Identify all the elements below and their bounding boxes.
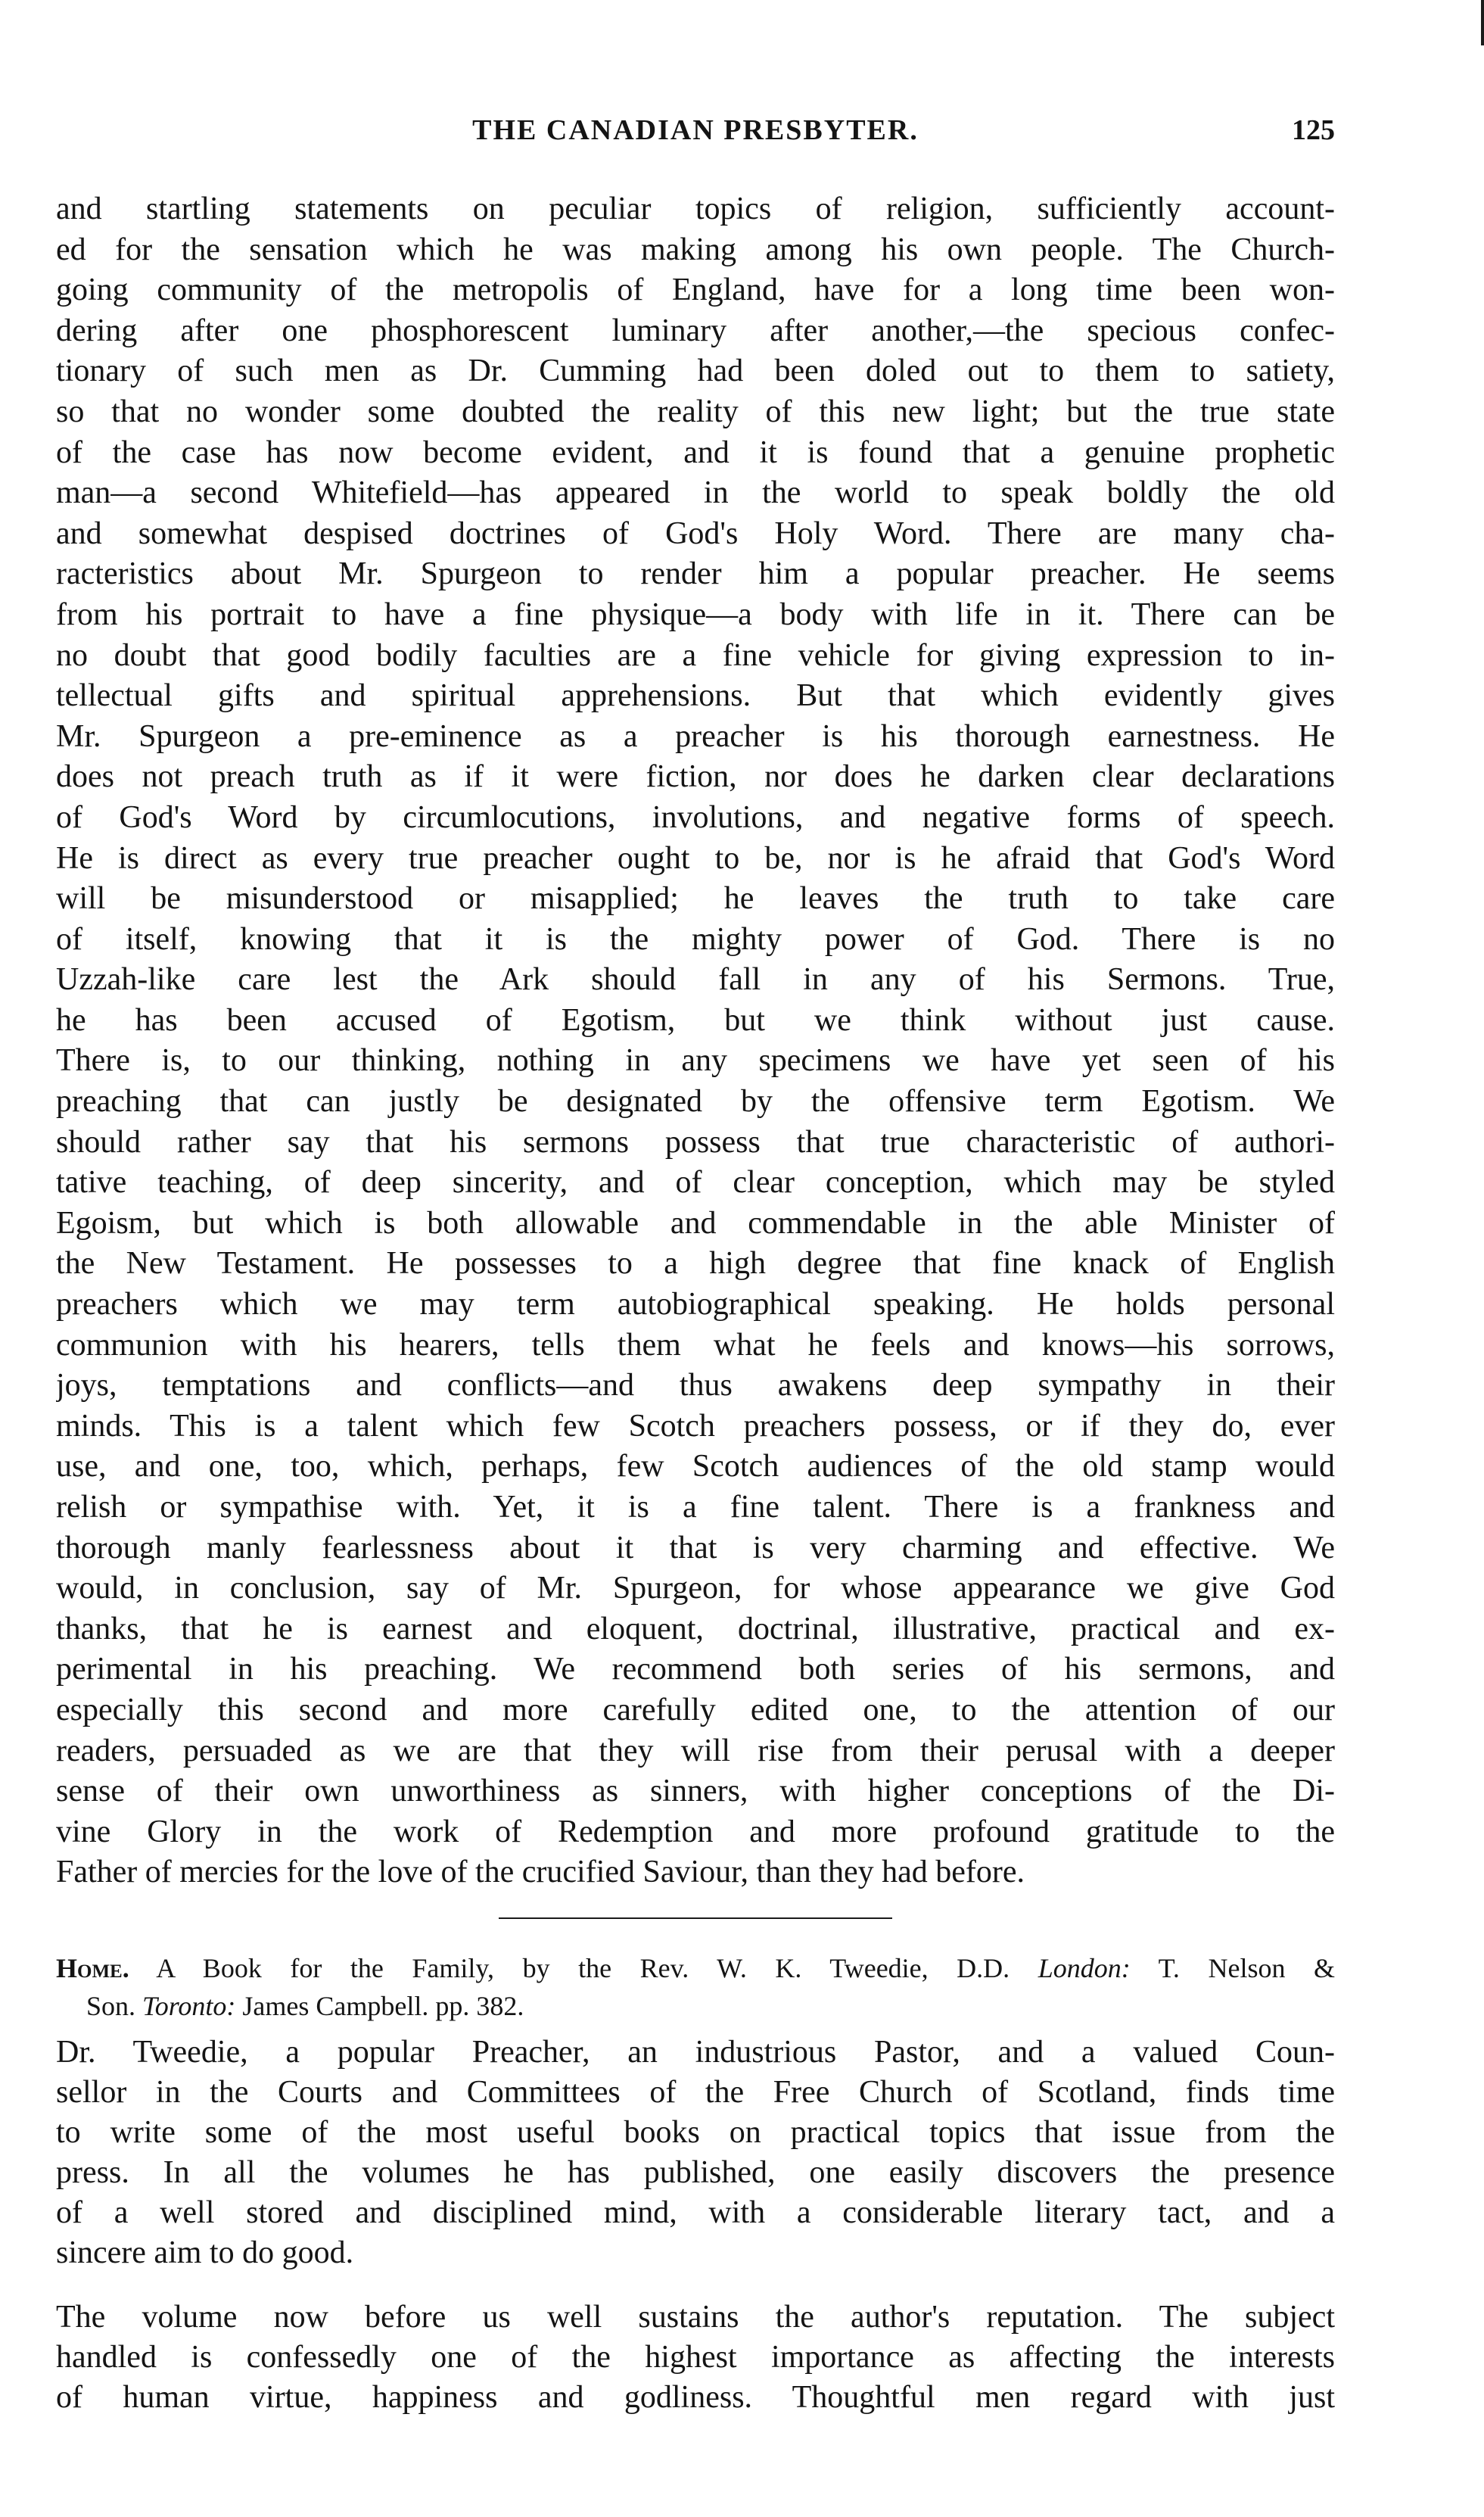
book-title: Home.: [56, 1952, 129, 1983]
page-body: [56, 189, 1335, 2418]
book-notice-line-1: [56, 1949, 1335, 1987]
text-line: joys, temptations and conflicts—and thus awakens deep sympathy in their: [56, 1368, 1335, 1403]
text-line: dering after one phosphorescent luminary after another,—the specious confec-: [56, 313, 1335, 348]
text-line: Uzzah-like care lest the Ark should fall in any of his Sermons. True,: [56, 962, 1335, 998]
text-line: would, in conclusion, say of Mr. Spurgeon, for whose appearance we give God: [56, 1571, 1335, 1606]
london-label: London:: [1038, 1952, 1131, 1983]
text-line: the New Testament. He possesses to a high degree that fine knack of English: [56, 1246, 1335, 1282]
text-line: sellor in the Courts and Committees of the Free Church of Scotland, finds time: [56, 2074, 1335, 2110]
text-line: tative teaching, of deep sincerity, and of clear conception, which may be styled: [56, 1165, 1335, 1201]
text-line: He is direct as every true preacher ought to be, nor is he afraid that God's Word: [56, 840, 1335, 876]
running-title: THE CANADIAN PRESBYTER.: [472, 114, 919, 146]
text-line: tellectual gifts and spiritual apprehensions. But that which evidently gives: [56, 678, 1335, 714]
text-line: handled is confessedly one of the highest importance as affecting the interests: [56, 2339, 1335, 2375]
text-line: of God's Word by circumlocutions, involutions, and negative forms of speech.: [56, 799, 1335, 835]
text-line: should rather say that his sermons possess that true characteristic of authori-: [56, 1124, 1335, 1160]
text-line: of itself, knowing that it is the mighty power of God. There is no: [56, 921, 1335, 957]
review-paragraph-1: [56, 2033, 1335, 2273]
text-line: especially this second and more carefully edited one, to the attention of our: [56, 1692, 1335, 1727]
text-line: so that no wonder some doubted the reality of this new light; but the true state: [56, 394, 1335, 429]
text-line: ed for the sensation which he was making among his own people. The Church-: [56, 232, 1335, 267]
text-line: readers, persuaded as we are that they will rise from their perusal with a deeper: [56, 1733, 1335, 1768]
text-line: press. In all the volumes he has published, one easily discovers the presence: [56, 2154, 1335, 2190]
text-line: of human virtue, happiness and godliness. Thoughtful men regard with just: [56, 2379, 1335, 2415]
text-line: Father of mercies for the love of the crucified Saviour, than they had before.: [56, 1855, 1025, 1890]
text-line: of a well stored and disciplined mind, with a considerable literary tact, and a: [56, 2195, 1335, 2230]
text-line: Mr. Spurgeon a pre-eminence as a preacher is his thorough earnestness. He: [56, 718, 1335, 754]
text-line: and somewhat despised doctrines of God's Holy Word. There are many cha-: [56, 516, 1335, 551]
text-line: he has been accused of Egotism, but we think without just cause.: [56, 1002, 1335, 1038]
text-line: perimental in his preaching. We recommend both series of his sermons, and: [56, 1652, 1335, 1687]
section-separator: [499, 1917, 892, 1919]
page-number: 125: [1292, 114, 1335, 146]
text-line: preaching that can justly be designated by the offensive term Egotism. We: [56, 1084, 1335, 1120]
text-line: There is, to our thinking, nothing in any specimens we have yet seen of his: [56, 1043, 1335, 1079]
text-line: vine Glory in the work of Redemption and more profound gratitude to the: [56, 1814, 1335, 1849]
text-line: does not preach truth as if it were fiction, nor does he darken clear declarations: [56, 759, 1335, 795]
text-line: use, and one, too, which, perhaps, few Scotch audiences of the old stamp would: [56, 1449, 1335, 1484]
text-line: The volume now before us well sustains the author's reputation. The subject: [56, 2299, 1335, 2335]
text-line: going community of the metropolis of England, have for a long time been won-: [56, 273, 1335, 308]
text-line: Egoism, but which is both allowable and commendable in the able Minister of: [56, 1205, 1335, 1241]
text-line: no doubt that good bodily faculties are a fine vehicle for giving expression to in-: [56, 637, 1335, 673]
text-line: communion with his hearers, tells them what he feels and knows—his sorrows,: [56, 1327, 1335, 1363]
text-line: minds. This is a talent which few Scotch preachers possess, or if they do, ever: [56, 1408, 1335, 1444]
text-line: of the case has now become evident, and it is found that a genuine prophetic: [56, 435, 1335, 470]
toronto-label: Toronto:: [142, 1990, 236, 2021]
text-line: will be misunderstood or misapplied; he leaves the truth to take care: [56, 881, 1335, 917]
book-notice-line-2: [56, 1987, 1335, 2025]
london-publisher: T. Nelson &: [1130, 1952, 1335, 1983]
text-line: and startling statements on peculiar topics of religion, sufficiently account-: [56, 192, 1335, 226]
main-paragraph: [56, 189, 1335, 1893]
text-line: tionary of such men as Dr. Cumming had been doled out to them to satiety,: [56, 354, 1335, 389]
text-line: Dr. Tweedie, a popular Preacher, an industrious Pastor, and a valued Coun-: [56, 2034, 1335, 2070]
text-line: preachers which we may term autobiographical speaking. He holds personal: [56, 1287, 1335, 1322]
text-line: thorough manly fearlessness about it that is very charming and effective. We: [56, 1530, 1335, 1565]
text-line: from his portrait to have a fine physique—a body with life in it. There can be: [56, 597, 1335, 632]
text-line: sense of their own unworthiness as sinners, with higher conceptions of the Di-: [56, 1774, 1335, 1809]
toronto-publisher: James Campbell. pp. 382.: [235, 1990, 524, 2021]
text-line: to write some of the most useful books on practical topics that issue from the: [56, 2114, 1335, 2150]
text-line: racteristics about Mr. Spurgeon to render him a popular preacher. He seems: [56, 556, 1335, 592]
text-line: sincere aim to do good.: [56, 2235, 354, 2270]
running-head: [56, 114, 1335, 159]
page-edge-rule: [1481, 0, 1484, 45]
text-line: relish or sympathise with. Yet, it is a fine talent. There is a frankness and: [56, 1490, 1335, 1525]
paragraph-gap: [56, 2273, 1335, 2290]
review-paragraph-2: [56, 2297, 1335, 2418]
text-line: man—a second Whitefield—has appeared in the world to speak boldly the old: [56, 475, 1335, 511]
book-notice-son: Son.: [86, 1990, 143, 2021]
book-notice: [56, 1949, 1335, 2025]
book-author: A Book for the Family, by the Rev. W. K. Tweedie, D.D.: [129, 1952, 1038, 1983]
text-line: thanks, that he is earnest and eloquent, doctrinal, illustrative, practical and ex-: [56, 1611, 1335, 1646]
